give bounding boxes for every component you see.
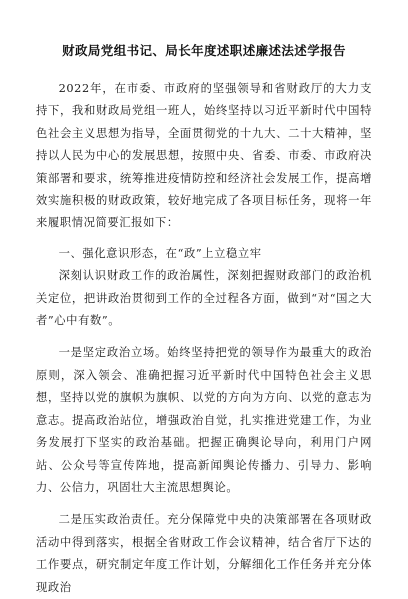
intro-paragraph: 2022年，在市委、市政府的坚强领导和省财政厅的大力支持下，我和财政局党组一班人，始终坚持以习近平新时代中国特色社会主义思想为指导，全面贯彻党的十九大、二十大精神，坚持以人民为中心的发展思想，按照中央、省委、市委、市政府决策部署和要求，统筹推进疫情防控和经济社会发展工作，提高增效实施积极的财政政策，较好地完成了各项目标任务，现将一年来履职情况简要汇报如下： — [36, 82, 372, 230]
section-1-paragraph: 深刻认识财政工作的政治属性，深刻把握财政部门的政治机关定位，把讲政治贯彻到工作的全过程各方面，做到“对“国之大者”心中有数”。 — [36, 269, 372, 328]
document-title: 财政局党组书记、局长年度述职述廉述法述学报告 — [62, 43, 346, 58]
section-heading-1: 一、强化意识形态，在“政”上立稳立牢 — [58, 246, 262, 260]
point-1-paragraph: 一是坚定政治立场。始终坚持把党的领导作为最重大的政治原则，深入领会、准确把握习近平新时代中国特色社会主义思想，坚持以党的旗帜为旗帜、以党的方向为方向、以党的意志为意志。提高政治站位，增强政治自觉，扎实推进党建工作，为业务发展打下坚实的政治基础。把握正确舆论导向，利用门户网站、公众号等宣传阵地，提高新闻舆论传播力、引导力、影响力、公信力，巩固壮大主流思想舆论。 — [36, 346, 372, 494]
point-2-paragraph: 二是压实政治责任。充分保障党中央的决策部署在各项财政活动中得到落实，根据全省财政工作会议精神，结合省厅下达的工作要点，研究制定年度工作计划，分解细化工作任务并充分体现政治 — [36, 513, 372, 594]
